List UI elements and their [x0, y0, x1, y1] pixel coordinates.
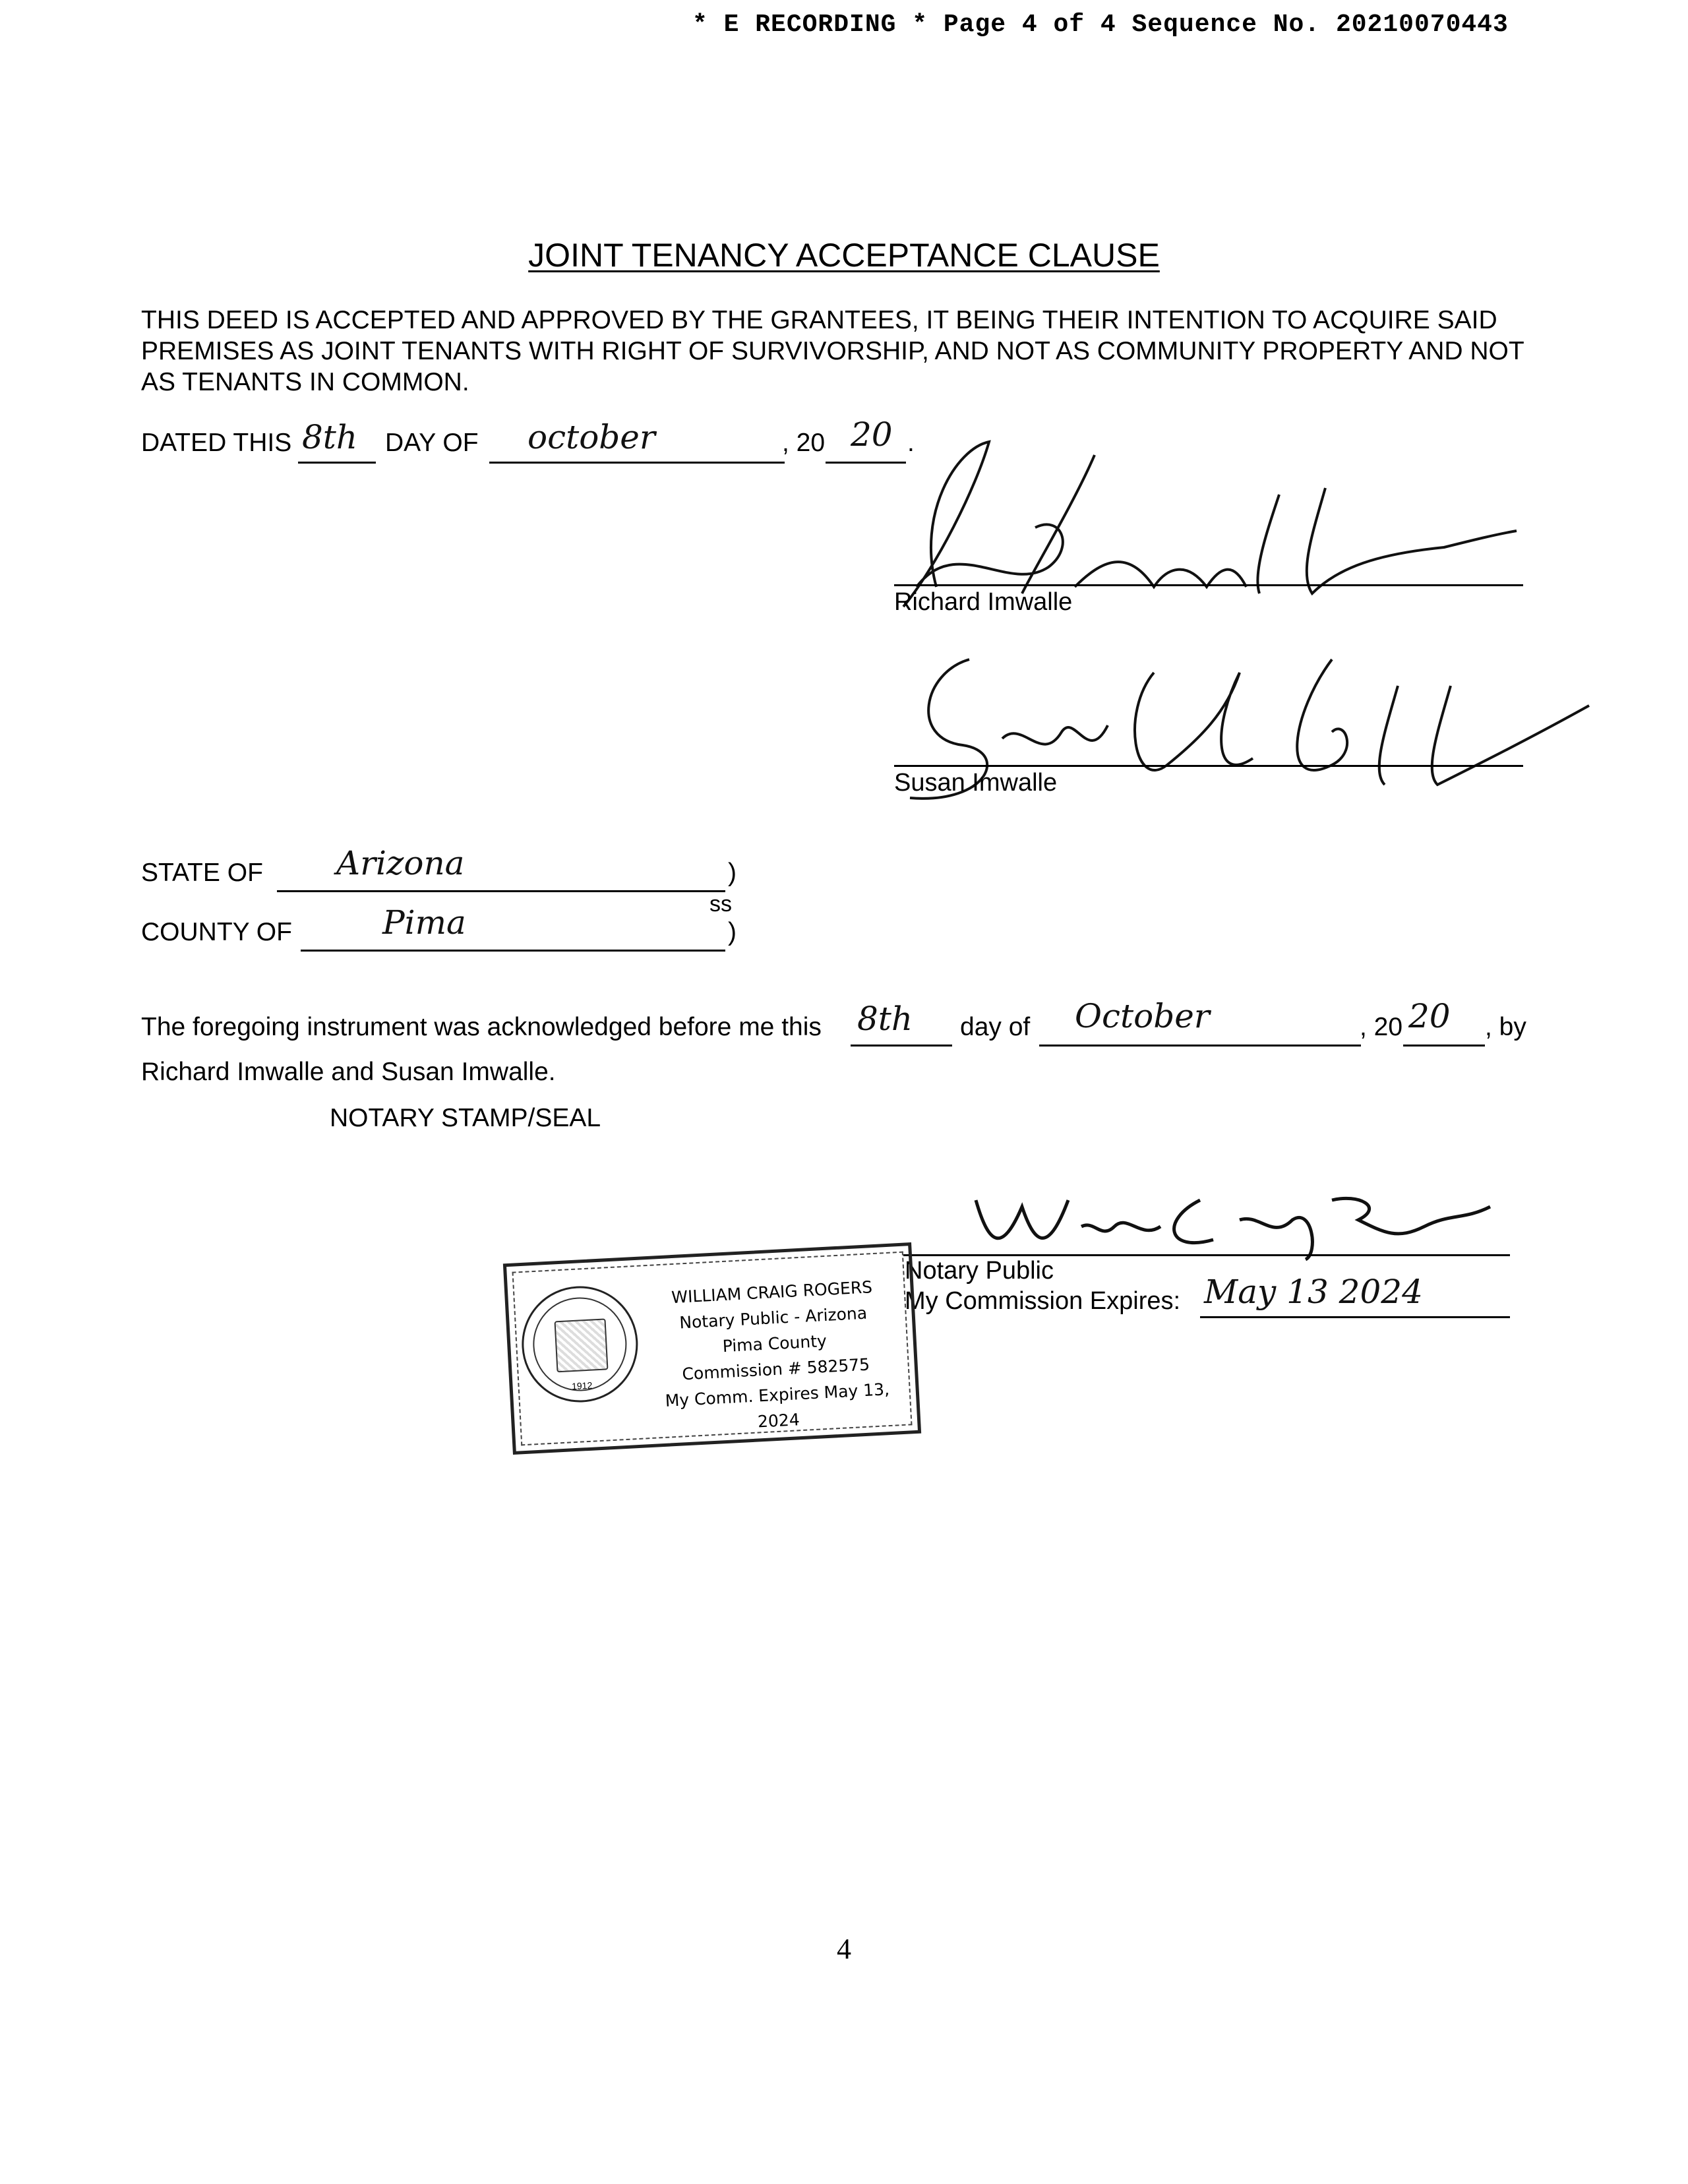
recording-header: * E RECORDING * Page 4 of 4 Sequence No. 20210070443 [692, 11, 1509, 39]
dated-day-of: DAY OF [385, 429, 479, 457]
ack-day-of: day of [960, 1013, 1031, 1041]
ack-day-rule [851, 1045, 952, 1046]
commission-label: My Commission Expires: [905, 1287, 1181, 1315]
ack-year-rule [1403, 1045, 1485, 1046]
document-title [0, 236, 1688, 274]
dated-day-rule [298, 462, 376, 464]
dated-month-value: october [528, 418, 655, 456]
notary-signature-drawing [963, 1180, 1503, 1266]
state-bracket: ) [728, 859, 737, 887]
commission-rule [1200, 1316, 1510, 1318]
county-bracket: ) [728, 918, 737, 946]
dated-month-rule [489, 462, 785, 464]
ack-year-prefix: , 20 [1360, 1013, 1403, 1041]
susan-name-label: Susan Imwalle [894, 769, 1058, 797]
dated-prefix: DATED THIS [141, 429, 292, 457]
dated-year-value: 20 [851, 415, 893, 454]
susan-signature-line [894, 765, 1523, 767]
stamp-line-expires: My Comm. Expires May 13, 2024 [665, 1380, 890, 1432]
acceptance-paragraph: THIS DEED IS ACCEPTED AND APPROVED BY THE GRANTEES, IT BEING THEIR INTENTION TO ACQUIRE SAID PREMISES AS JOINT TENANTS WITH RIGHT OF SURVIVORSHIP, AND NOT AS COMMUNITY PROPERTY AND NOT AS TENANTS IN COMMON. [141, 306, 1524, 396]
page-number: 4 [837, 1933, 851, 1965]
document-title-text: JOINT TENANCY ACCEPTANCE CLAUSE [528, 237, 1160, 274]
dated-suffix: . [907, 429, 915, 457]
ack-day-value: 8th [857, 1000, 913, 1038]
stamp-line-county: Pima County [722, 1331, 828, 1356]
ack-month-value: October [1075, 997, 1210, 1035]
ack-suffix: , by [1485, 1013, 1526, 1041]
stamp-line-commission: Commission # 582575 [681, 1354, 870, 1384]
county-label: COUNTY OF [141, 918, 292, 946]
richard-signature-drawing [877, 435, 1536, 653]
seal-year: 1912 [571, 1380, 593, 1392]
ack-year-value: 20 [1408, 997, 1451, 1035]
stamp-line-name: WILLIAM CRAIG ROGERS [671, 1277, 873, 1308]
county-rule [301, 950, 725, 952]
state-label: STATE OF [141, 859, 263, 887]
state-rule [277, 890, 725, 892]
ack-month-rule [1039, 1045, 1361, 1046]
notary-stamp [503, 1242, 921, 1455]
susan-signature-drawing [870, 633, 1596, 831]
richard-name-label: Richard Imwalle [894, 588, 1073, 616]
ss-label: ss [709, 892, 732, 917]
dated-year-prefix: , 20 [782, 429, 826, 457]
dated-day-value: 8th [302, 418, 358, 456]
ack-signers: Richard Imwalle and Susan Imwalle. [141, 1058, 556, 1086]
seal-emblem-icon [554, 1318, 608, 1372]
notary-stamp-label: NOTARY STAMP/SEAL [330, 1104, 601, 1132]
notary-title: Notary Public [905, 1257, 1054, 1285]
richard-signature-line [894, 584, 1523, 586]
commission-value: May 13 2024 [1204, 1273, 1423, 1311]
county-value: Pima [382, 903, 466, 942]
stamp-line-title: Notary Public - Arizona [678, 1303, 868, 1333]
stamp-text [643, 1273, 908, 1440]
state-value: Arizona [336, 844, 465, 882]
notary-signature-line [903, 1254, 1510, 1256]
ack-text: The foregoing instrument was acknowledged before me this [141, 1013, 822, 1041]
